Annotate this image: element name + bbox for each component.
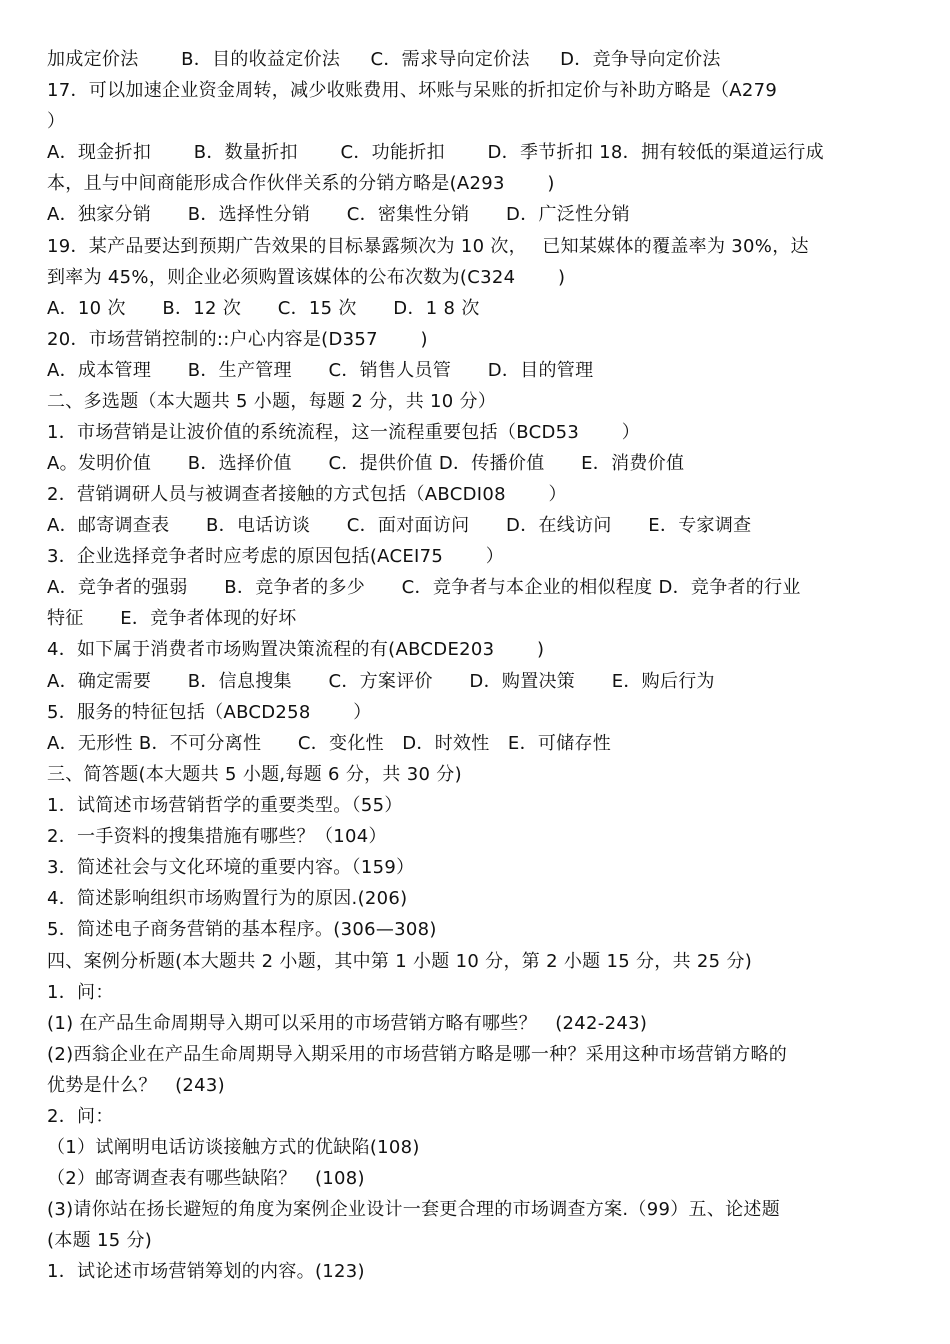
text-line: 5．简述电子商务营销的基本程序。(306—308) [47, 919, 437, 940]
text-line: 加成定价法 B．目的收益定价法 C．需求导向定价法 D．竞争导向定价法 [47, 49, 721, 70]
text-line: 4．简述影响组织市场购置行为的原因.(206) [47, 888, 408, 909]
text-line: (3)请你站在扬长避短的角度为案例企业设计一套更合理的市场调查方案.（99）五、论述题 [47, 1199, 781, 1220]
text-line: （1）试阐明电话访谈接触方式的优缺陷(108) [47, 1137, 420, 1158]
text-line: A．10 次 B．12 次 C．15 次 D．1 8 次 [47, 298, 480, 319]
section-heading: 二、多选题（本大题共 5 小题，每题 2 分，共 10 分） [47, 391, 497, 412]
text-line: (1) 在产品生命周期导入期可以采用的市场营销方略有哪些？ (242-243) [47, 1013, 648, 1034]
text-line: 3．简述社会与文化环境的重要内容。（159） [47, 857, 415, 878]
text-line: 17．可以加速企业资金周转，减少收账费用、坏账与呆账的折扣定价与补助方略是（A279 [47, 80, 778, 101]
text-line: （2）邮寄调查表有哪些缺陷？ (108) [47, 1168, 365, 1189]
text-line: 2．问： [47, 1106, 114, 1127]
text-line: 3．企业选择竞争者时应考虑的原因包括(ACEI75 ） [47, 546, 505, 567]
text-line: 20．市场营销控制的::户心内容是(D357 ) [47, 329, 428, 350]
text-line: (2)西翁企业在产品生命周期导入期采用的市场营销方略是哪一种？采用这种市场营销方略的 [47, 1044, 788, 1065]
text-line: A．无形性 B．不可分离性 C．变化性 D．时效性 E．可储存性 [47, 733, 612, 754]
text-line: A．确定需要 B．信息搜集 C．方案评价 D．购置决策 E．购后行为 [47, 671, 715, 692]
text-line: 2．营销调研人员与被调查者接触的方式包括（ABCDI08 ） [47, 484, 567, 505]
text-line: 19．某产品要达到预期广告效果的目标暴露频次为 10 次， 已知某媒体的覆盖率为 30%，达 [47, 236, 809, 257]
text-line: (本题 15 分) [47, 1230, 153, 1251]
text-line: 特征 E．竞争者体现的好坏 [47, 608, 297, 629]
text-line: 1．市场营销是让波价值的系统流程，这一流程重要包括（BCD53 ） [47, 422, 641, 443]
text-line: 5．服务的特征包括（ABCD258 ） [47, 702, 372, 723]
text-line: 1．试论述市场营销筹划的内容。(123) [47, 1261, 365, 1282]
text-line: A．现金折扣 B．数量折扣 C．功能折扣 D．季节折扣 18．拥有较低的渠道运行成 [47, 142, 824, 163]
text-line: ） [47, 111, 66, 132]
text-line: 本，且与中间商能形成合作伙伴关系的分销方略是(A293 ) [47, 173, 555, 194]
text-line: 2．一手资料的搜集措施有哪些？（104） [47, 826, 387, 847]
text-line: 1．问： [47, 982, 114, 1003]
text-line: A．邮寄调查表 B．电话访谈 C．面对面访问 D．在线访问 E．专家调查 [47, 515, 752, 536]
text-line: A．竞争者的强弱 B．竞争者的多少 C．竞争者与本企业的相似程度 D．竞争者的行业 [47, 577, 801, 598]
section-heading: 三、简答题(本大题共 5 小题,每题 6 分，共 30 分) [47, 764, 462, 785]
section-heading: 四、案例分析题(本大题共 2 小题，其中第 1 小题 10 分，第 2 小题 15 分，共 25 分) [47, 951, 753, 972]
text-line: A．成本管理 B．生产管理 C．销售人员管 D．目的管理 [47, 360, 594, 381]
text-line: A。发明价值 B．选择价值 C．提供价值 D．传播价值 E．消费价值 [47, 453, 685, 474]
text-line: 到率为 45%，则企业必须购置该媒体的公布次数为(C324 ) [47, 267, 566, 288]
text-line: 优势是什么？ (243) [47, 1075, 226, 1096]
text-line: 1．试简述市场营销哲学的重要类型。（55） [47, 795, 403, 816]
text-line: 4．如下属于消费者市场购置决策流程的有(ABCDE203 ) [47, 639, 545, 660]
text-line: A．独家分销 B．选择性分销 C．密集性分销 D．广泛性分销 [47, 204, 630, 225]
